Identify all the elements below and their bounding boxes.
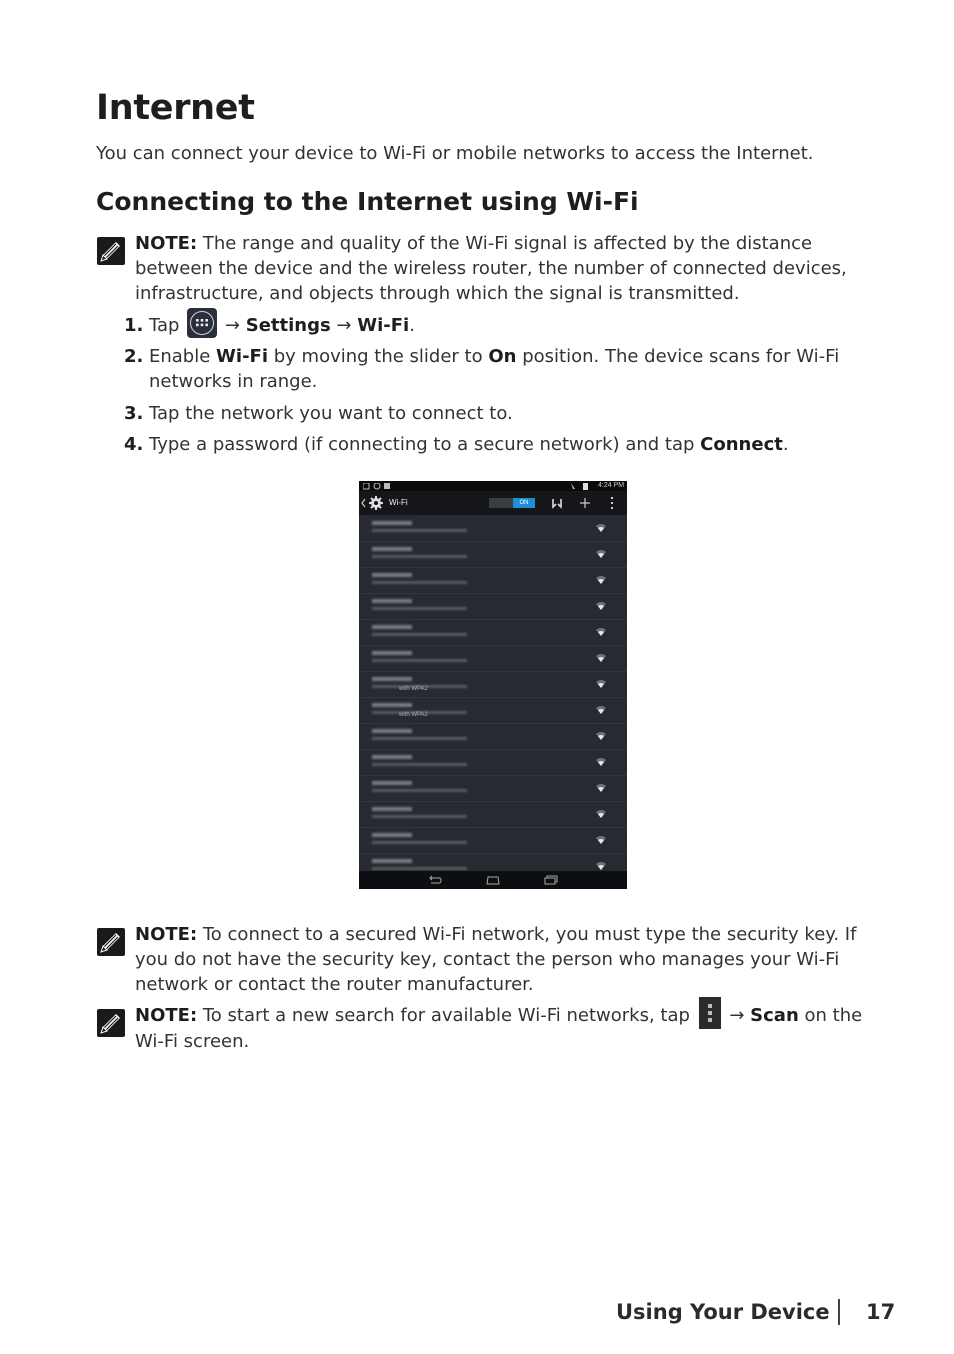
network-status-blurred	[372, 815, 467, 818]
network-name-blurred	[372, 859, 412, 863]
section-title: Connecting to the Internet using Wi-Fi	[96, 187, 639, 216]
footer-divider	[838, 1299, 840, 1325]
page-title: Internet	[96, 88, 255, 128]
note-security-key	[135, 922, 895, 997]
wifi-label: Wi-Fi	[357, 315, 410, 336]
wifi-signal-icon	[595, 653, 607, 663]
toggle-label: ON	[513, 498, 535, 508]
step-text: Tap the network you want to connect to.	[149, 403, 513, 424]
wifi-network-row[interactable]	[359, 801, 627, 828]
network-name-blurred	[372, 521, 412, 525]
apps-icon	[187, 308, 217, 338]
wifi-network-row[interactable]	[359, 515, 627, 542]
nav-bar	[359, 871, 627, 889]
network-status-blurred	[372, 633, 467, 636]
wifi-screenshot	[359, 481, 627, 889]
add-network-icon[interactable]	[579, 497, 591, 509]
wifi-network-row[interactable]	[359, 593, 627, 620]
page-number: 17	[866, 1300, 896, 1324]
step-1: 1. Tap → Settings → Wi-Fi.	[124, 313, 884, 338]
wifi-signal-icon	[595, 705, 607, 715]
wifi-signal-icon	[595, 861, 607, 871]
note-pencil-icon	[97, 237, 125, 265]
wifi-signal-icon	[595, 757, 607, 767]
recent-apps-icon[interactable]	[543, 875, 559, 885]
scan-label: Scan	[750, 1005, 799, 1026]
action-bar	[359, 491, 627, 515]
wifi-signal-icon	[595, 627, 607, 637]
wifi-network-row[interactable]	[359, 775, 627, 802]
wifi-network-row[interactable]	[359, 567, 627, 594]
wifi-signal-icon	[595, 783, 607, 793]
network-name-blurred	[372, 625, 412, 629]
settings-gear-icon	[361, 495, 387, 511]
status-time: 4:24 PM	[598, 482, 625, 489]
step-number: 1.	[124, 315, 144, 336]
screen-title: Wi-Fi	[389, 498, 408, 507]
network-name-blurred	[372, 677, 412, 681]
wifi-network-row[interactable]	[359, 541, 627, 568]
network-status-blurred	[372, 789, 467, 792]
home-icon[interactable]	[484, 875, 502, 885]
network-name-blurred	[372, 781, 412, 785]
network-status-blurred	[372, 529, 467, 532]
intro-text: You can connect your device to Wi-Fi or mobile networks to access the Internet.	[96, 143, 814, 164]
network-status-blurred	[372, 607, 467, 610]
wifi-network-row[interactable]	[359, 697, 627, 724]
network-name-blurred	[372, 807, 412, 811]
wifi-signal-icon	[595, 601, 607, 611]
network-name-blurred	[372, 729, 412, 733]
back-icon[interactable]	[427, 875, 443, 885]
note-label: NOTE:	[135, 233, 198, 254]
note-pencil-icon	[97, 1009, 125, 1037]
note-pencil-icon	[97, 928, 125, 956]
network-status-blurred	[372, 555, 467, 558]
wps-icon[interactable]	[550, 496, 564, 510]
network-status-blurred	[372, 841, 467, 844]
note-text: To connect to a secured Wi-Fi network, you must type the security key. If you do not have the security key, contact the person who manages your Wi-Fi network or contact the router manufacturer.	[135, 924, 857, 995]
step-4: 4. Type a password (if connecting to a secure network) and tap Connect.	[124, 434, 789, 455]
step-text: Tap	[149, 315, 186, 336]
network-status-blurred	[372, 659, 467, 662]
wifi-network-row[interactable]	[359, 619, 627, 646]
step-3	[124, 401, 884, 426]
wifi-toggle[interactable]	[489, 498, 535, 508]
status-bar	[359, 481, 627, 491]
step-2: 2. Enable Wi-Fi by moving the slider to On position. The device scans for Wi-Fi networks in range.	[124, 346, 840, 392]
menu-icon	[699, 997, 721, 1029]
wifi-network-row[interactable]	[359, 671, 627, 698]
note-label: NOTE:	[135, 1005, 198, 1026]
step-number: 2.	[124, 346, 144, 367]
overflow-menu-icon[interactable]	[610, 496, 614, 510]
wifi-network-row[interactable]	[359, 749, 627, 776]
network-security: with WPA2	[399, 712, 428, 718]
network-status-blurred	[372, 763, 467, 766]
footer-section: Using Your Device	[616, 1300, 830, 1324]
network-status-blurred	[372, 867, 467, 870]
note-scan: NOTE: To start a new search for available Wi-Fi networks, tap → Scan on the Wi-Fi screen.	[135, 1003, 895, 1054]
settings-label: Settings	[245, 315, 331, 336]
network-status-blurred	[372, 581, 467, 584]
step-number: 4.	[124, 434, 144, 455]
network-name-blurred	[372, 547, 412, 551]
wifi-signal-icon	[595, 549, 607, 559]
network-status-blurred	[372, 737, 467, 740]
wifi-signal-icon	[595, 575, 607, 585]
network-name-blurred	[372, 703, 412, 707]
network-name-blurred	[372, 573, 412, 577]
connect-label: Connect	[700, 434, 783, 455]
network-name-blurred	[372, 755, 412, 759]
network-security: with WPA2	[399, 686, 428, 692]
note-text: The range and quality of the Wi-Fi signal is affected by the distance between the device and the wireless router, the number of connected devices, infrastructure, and objects through which the signal is transmitted.	[135, 233, 847, 304]
network-name-blurred	[372, 651, 412, 655]
wifi-network-row[interactable]	[359, 723, 627, 750]
step-number: 3.	[124, 403, 144, 424]
wifi-signal-icon	[595, 523, 607, 533]
network-name-blurred	[372, 599, 412, 603]
note-wifi-range	[135, 231, 895, 306]
arrow: →	[330, 315, 358, 336]
arrow: →	[219, 315, 246, 336]
wifi-network-row[interactable]	[359, 827, 627, 854]
wifi-signal-icon	[595, 835, 607, 845]
note-label: NOTE:	[135, 924, 198, 945]
wifi-signal-icon	[595, 809, 607, 819]
wifi-network-row[interactable]	[359, 645, 627, 672]
wifi-signal-icon	[595, 679, 607, 689]
network-name-blurred	[372, 833, 412, 837]
wifi-signal-icon	[595, 731, 607, 741]
arrow: →	[723, 1005, 751, 1026]
